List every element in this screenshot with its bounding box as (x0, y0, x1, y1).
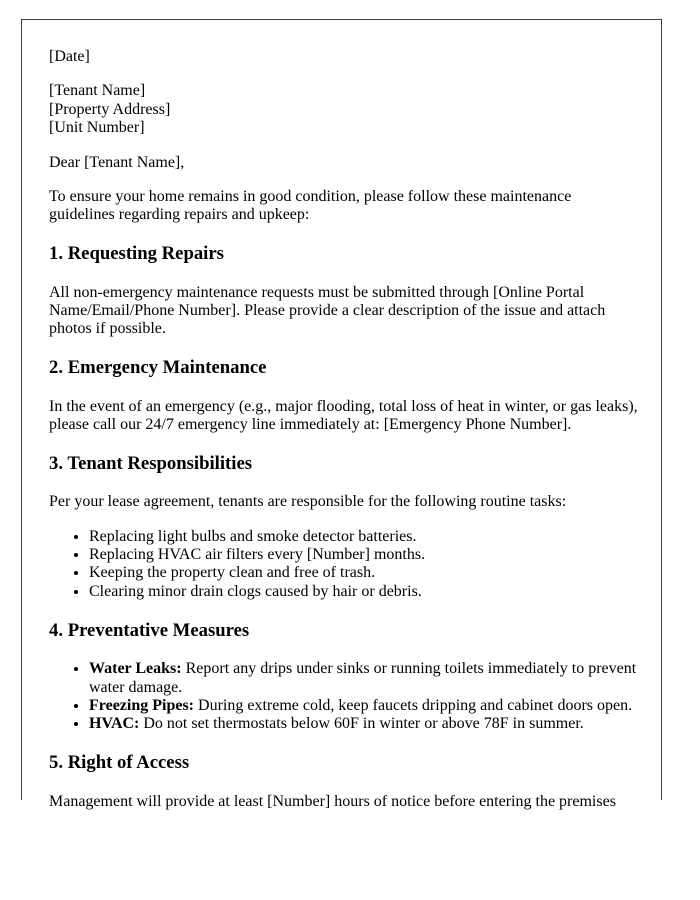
recipient-address: [Property Address] (49, 100, 171, 118)
list-item-label: Water Leaks: (89, 660, 182, 678)
section-body-right-of-access: Management will provide at least [Number] hours of notice before entering the premises (49, 792, 616, 810)
list-item-label: HVAC: (89, 715, 140, 733)
tenant-tasks-list (49, 528, 641, 602)
letter-page (21, 19, 662, 810)
list-item-text: During extreme cold, keep faucets dripping and cabinet doors open. (198, 696, 633, 714)
list-item (89, 715, 641, 733)
list-item-text: Report any drips under sinks or running toilets immediately to prevent water damage. (89, 660, 637, 696)
date-line: [Date] (49, 48, 90, 65)
section-heading-emergency-maintenance: 2. Emergency Maintenance (49, 357, 267, 379)
intro-paragraph: To ensure your home remains in good condition, please follow these maintenance guidelines regarding repairs and upkeep: (49, 187, 572, 224)
preventative-measures-list (49, 660, 641, 734)
list-item: • Replacing light bulbs and smoke detector batteries. (89, 528, 641, 546)
section-heading-requesting-repairs: 1. Requesting Repairs (49, 243, 224, 265)
section-heading-preventative-measures: 4. Preventative Measures (49, 619, 250, 641)
section-heading-tenant-responsibilities: 3. Tenant Responsibilities (49, 453, 253, 475)
list-item (89, 697, 641, 715)
recipient-unit: [Unit Number] (49, 119, 145, 137)
list-item: • Replacing HVAC air filters every [Number] months. (89, 546, 641, 564)
recipient-block (49, 82, 641, 137)
section-body-emergency-maintenance: In the event of an emergency (e.g., major flooding, total loss of heat in winter, or gas leaks), please call our 24/7 emergency line immediately at: [Emergency Phone Number]. (49, 397, 638, 434)
list-item-label: Freezing Pipes: (89, 696, 195, 714)
list-item (89, 660, 641, 697)
section-body-tenant-responsibilities: Per your lease agreement, tenants are responsible for the following routine tasks: (49, 493, 567, 511)
list-item: • Clearing minor drain clogs caused by hair or debris. (89, 583, 641, 601)
section-heading-right-of-access: 5. Right of Access (49, 752, 190, 774)
section-body-requesting-repairs: All non-emergency maintenance requests must be submitted through [Online Portal Name/Email/Phone Number]. Please provide a clear description of the issue and attach photos if possible. (49, 283, 606, 338)
salutation: Dear [Tenant Name], (49, 153, 185, 171)
recipient-name: [Tenant Name] (49, 82, 146, 100)
list-item: • Keeping the property clean and free of trash. (89, 564, 641, 582)
list-item-text: Do not set thermostats below 60F in winter or above 78F in summer. (143, 715, 584, 733)
